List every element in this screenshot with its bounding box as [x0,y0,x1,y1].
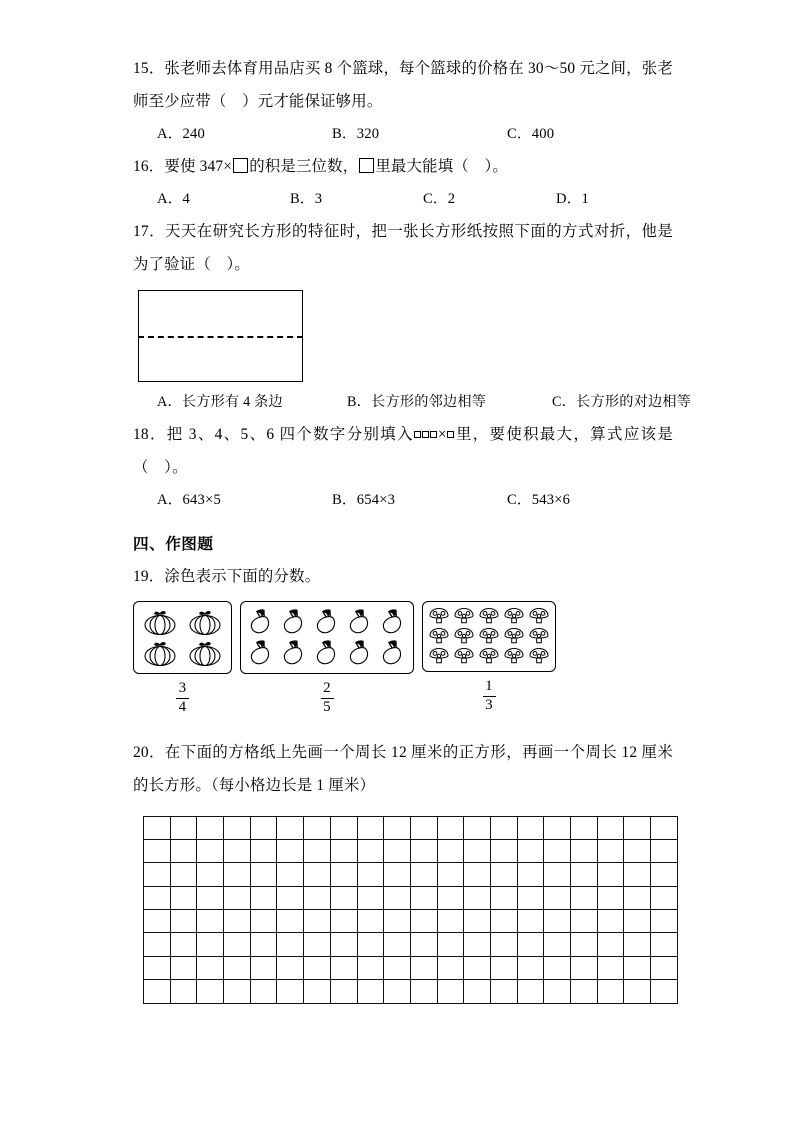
section-heading: 四、作图题 [133,536,214,553]
mushroom-cell[interactable] [477,607,501,626]
grid-cell[interactable] [651,840,678,863]
grid-cell[interactable] [251,933,278,956]
grid-cell[interactable] [598,910,625,933]
question-18-text-part1: 18．把 3、4、5、6 四个数字分别填入 [133,426,414,443]
grid-cell[interactable] [411,887,438,910]
answer-box-icon[interactable] [422,431,429,438]
grid-cell[interactable] [144,910,171,933]
answer-box-icon[interactable] [430,431,437,438]
grid-cell[interactable] [277,957,304,980]
option-b[interactable]: B．3 [290,191,323,207]
fold-dashed-line-icon [138,336,303,338]
grid-cell[interactable] [571,887,598,910]
grid-cell[interactable] [571,933,598,956]
worksheet-content [133,52,692,1004]
grid-cell[interactable] [598,957,625,980]
mushroom-box[interactable] [422,601,556,672]
grid-cell[interactable] [491,910,518,933]
grid-cell[interactable] [518,887,545,910]
grid-cell[interactable] [571,980,598,1003]
grid-cell[interactable] [224,980,251,1003]
mushroom-icon [453,607,475,626]
grid-cell[interactable] [598,863,625,886]
eggplant-cell[interactable] [278,607,310,637]
option-a[interactable]: A．长方形有 4 条边 [157,394,283,410]
grid-cell[interactable] [464,863,491,886]
grid-cell[interactable] [224,887,251,910]
grid-cell[interactable] [197,980,224,1003]
grid-cell[interactable] [384,840,411,863]
eggplant-cell[interactable] [344,638,376,668]
grid-cell[interactable] [251,957,278,980]
pumpkin-cell[interactable] [138,607,182,637]
grid-cell[interactable] [624,980,651,1003]
grid-cell[interactable] [251,887,278,910]
mushroom-icon [428,647,450,666]
grid-cell[interactable] [411,980,438,1003]
grid-cell[interactable] [384,887,411,910]
grid-cell[interactable] [518,840,545,863]
question-16-options [133,183,673,215]
option-b[interactable]: B．长方形的邻边相等 [347,394,487,410]
grid-cell[interactable] [224,863,251,886]
grid-cell[interactable] [598,840,625,863]
grid-cell[interactable] [624,933,651,956]
grid-cell[interactable] [331,840,358,863]
grid-cell[interactable] [464,910,491,933]
grid-cell[interactable] [491,933,518,956]
grid-cell[interactable] [144,863,171,886]
grid-cell[interactable] [544,817,571,840]
grid-cell[interactable] [358,957,385,980]
grid-cell[interactable] [144,840,171,863]
mushroom-cell[interactable] [427,607,451,626]
grid-cell[interactable] [304,863,331,886]
grid-cell[interactable] [224,817,251,840]
grid-cell[interactable] [598,980,625,1003]
grid-cell[interactable] [464,957,491,980]
grid-cell[interactable] [251,980,278,1003]
grid-cell[interactable] [464,933,491,956]
grid-cell[interactable] [411,840,438,863]
option-b[interactable]: B．320 [332,126,380,142]
grid-cell[interactable] [411,957,438,980]
eggplant-cell[interactable] [311,638,343,668]
grid-cell[interactable] [651,933,678,956]
grid-cell[interactable] [518,957,545,980]
grid-cell[interactable] [197,910,224,933]
eggplant-cell[interactable] [344,607,376,637]
eggplant-icon [248,607,275,637]
grid-cell[interactable] [304,910,331,933]
grid-cell[interactable] [358,817,385,840]
question-17 [133,215,692,418]
rectangle-fold-figure [138,290,303,382]
grid-cell[interactable] [304,957,331,980]
grid-cell[interactable] [144,817,171,840]
question-15 [133,52,673,150]
grid-cell[interactable] [171,957,198,980]
grid-cell[interactable] [651,910,678,933]
mushroom-icon [453,627,475,646]
grid-cell[interactable] [624,957,651,980]
grid-cell[interactable] [358,863,385,886]
question-17-text: 17．天天在研究长方形的特征时，把一张长方形纸按照下面的方式对折，他是为了验证（ ）。 [133,223,673,273]
grid-cell[interactable] [651,887,678,910]
question-16 [133,150,673,215]
pumpkin-icon [186,607,224,637]
question-19 [133,560,673,716]
eggplant-group [240,601,414,716]
grid-cell[interactable] [411,817,438,840]
eggplant-icon [347,638,374,668]
mushroom-cell[interactable] [427,647,451,666]
grid-cell[interactable] [544,933,571,956]
fraction-two-fifths [321,681,334,716]
eggplant-icon [380,607,407,637]
option-a[interactable]: A．4 [157,191,191,207]
grid-cell[interactable] [144,933,171,956]
option-b[interactable]: B．654×3 [332,492,396,508]
fraction-numerator: 1 [485,678,493,694]
grid-cell[interactable] [304,980,331,1003]
grid-cell[interactable] [651,980,678,1003]
answer-box-icon[interactable] [233,158,248,173]
mushroom-icon [528,607,550,626]
eggplant-icon [314,607,341,637]
grid-cell[interactable] [358,840,385,863]
option-c[interactable]: C．543×6 [507,492,571,508]
grid-cell[interactable] [384,933,411,956]
grid-cell[interactable] [384,910,411,933]
grid-cell[interactable] [438,957,465,980]
grid-cell[interactable] [438,980,465,1003]
mushroom-cell[interactable] [502,647,526,666]
eggplant-cell[interactable] [245,638,277,668]
eggplant-cell[interactable] [311,607,343,637]
grid-cell[interactable] [331,863,358,886]
grid-cell[interactable] [384,817,411,840]
grid-cell[interactable] [624,817,651,840]
eggplant-cell[interactable] [377,638,409,668]
grid-cell[interactable] [384,957,411,980]
grid-cell[interactable] [544,980,571,1003]
question-18-text [133,418,673,484]
grid-cell[interactable] [544,887,571,910]
option-a[interactable]: A．643×5 [157,492,221,508]
fraction-one-third [483,679,496,714]
grid-cell[interactable] [384,980,411,1003]
grid-cell[interactable] [197,933,224,956]
grid-cell[interactable] [438,887,465,910]
grid-cell[interactable] [171,980,198,1003]
grid-cell[interactable] [224,957,251,980]
question-18-options [133,484,673,516]
grid-cell[interactable] [518,863,545,886]
question-17-options [133,386,692,418]
grid-cell[interactable] [197,957,224,980]
grid-cell[interactable] [331,980,358,1003]
grid-cell[interactable] [331,910,358,933]
grid-cell[interactable] [491,980,518,1003]
question-19-text: 19．涂色表示下面的分数。 [133,568,321,585]
mushroom-cell[interactable] [502,627,526,646]
grid-cell[interactable] [304,840,331,863]
grid-cell[interactable] [358,910,385,933]
grid-cell[interactable] [171,933,198,956]
grid-cell[interactable] [464,817,491,840]
grid-cell[interactable] [358,887,385,910]
grid-cell[interactable] [331,817,358,840]
eggplant-icon [248,638,275,668]
grid-cell[interactable] [651,957,678,980]
fraction-denominator: 5 [321,698,334,716]
grid-cell[interactable] [598,817,625,840]
mushroom-cell[interactable] [527,607,551,626]
grid-cell[interactable] [598,933,625,956]
grid-cell[interactable] [518,817,545,840]
grid-paper[interactable] [143,816,678,1004]
grid-cell[interactable] [358,980,385,1003]
mushroom-cell[interactable] [477,647,501,666]
answer-box-icon[interactable] [414,431,421,438]
grid-cell[interactable] [277,840,304,863]
answer-box-icon[interactable] [447,431,454,438]
question-16-text [133,150,673,183]
grid-cell[interactable] [144,887,171,910]
pumpkin-group [133,601,232,716]
grid-cell[interactable] [438,933,465,956]
grid-cell[interactable] [571,957,598,980]
grid-cell[interactable] [544,957,571,980]
grid-cell[interactable] [277,980,304,1003]
grid-cell[interactable] [277,863,304,886]
grid-cell[interactable] [464,840,491,863]
grid-cell[interactable] [171,887,198,910]
grid-cell[interactable] [598,887,625,910]
grid-cell[interactable] [411,933,438,956]
mushroom-cell[interactable] [527,627,551,646]
grid-cell[interactable] [251,863,278,886]
grid-cell[interactable] [197,840,224,863]
grid-cell[interactable] [197,863,224,886]
grid-cell[interactable] [277,817,304,840]
eggplant-box[interactable] [240,601,414,674]
grid-cell[interactable] [571,840,598,863]
mushroom-icon [478,627,500,646]
grid-cell[interactable] [624,840,651,863]
grid-cell[interactable] [171,840,198,863]
option-c[interactable]: C．长方形的对边相等 [552,394,692,410]
option-c[interactable]: C．400 [507,126,555,142]
grid-cell[interactable] [171,817,198,840]
grid-cell[interactable] [224,910,251,933]
grid-cell[interactable] [197,817,224,840]
grid-cell[interactable] [651,817,678,840]
pumpkin-cell[interactable] [138,638,182,668]
pumpkin-cell[interactable] [183,638,227,668]
fraction-three-fourths [176,681,189,716]
grid-cell[interactable] [464,980,491,1003]
eggplant-icon [314,638,341,668]
pumpkin-box[interactable] [133,601,232,674]
eggplant-icon [347,607,374,637]
grid-cell[interactable] [491,957,518,980]
pumpkin-cell[interactable] [183,607,227,637]
mushroom-icon [503,627,525,646]
mushroom-cell[interactable] [477,627,501,646]
grid-cell[interactable] [331,933,358,956]
grid-cell[interactable] [438,863,465,886]
grid-cell[interactable] [491,863,518,886]
option-a[interactable]: A．240 [157,126,206,142]
mushroom-cell[interactable] [502,607,526,626]
pumpkin-icon [141,638,179,668]
grid-cell[interactable] [464,887,491,910]
multiply-sign: × [437,426,447,443]
grid-cell[interactable] [544,910,571,933]
grid-cell[interactable] [277,933,304,956]
mushroom-icon [528,627,550,646]
grid-cell[interactable] [384,863,411,886]
grid-cell[interactable] [518,910,545,933]
grid-cell[interactable] [304,887,331,910]
grid-cell[interactable] [544,840,571,863]
grid-cell[interactable] [438,817,465,840]
fraction-denominator: 4 [176,698,189,716]
grid-cell[interactable] [144,980,171,1003]
grid-cell[interactable] [277,910,304,933]
grid-cell[interactable] [251,910,278,933]
grid-cell[interactable] [224,933,251,956]
grid-cell[interactable] [411,863,438,886]
question-20-text: 20．在下面的方格纸上先画一个周长 12 厘米的正方形，再画一个周长 12 厘米的长方形。（每小格边长是 1 厘米） [133,743,673,794]
mushroom-cell[interactable] [427,627,451,646]
pumpkin-icon [186,638,224,668]
grid-cell[interactable] [571,910,598,933]
grid-cell[interactable] [491,840,518,863]
answer-box-icon[interactable] [359,158,374,173]
mushroom-icon [478,647,500,666]
question-16-text-part2: 的积是三位数， [249,158,359,175]
question-18-text-part2: 里，要使积最大，算式应该是（ ）。 [133,426,673,476]
eggplant-icon [380,638,407,668]
grid-cell[interactable] [224,840,251,863]
grid-cell[interactable] [624,887,651,910]
grid-cell[interactable] [171,863,198,886]
grid-cell[interactable] [251,840,278,863]
mushroom-group [422,601,556,714]
question-16-text-part1: 16．要使 347× [133,158,233,175]
grid-cell[interactable] [144,957,171,980]
grid-cell[interactable] [251,817,278,840]
grid-cell[interactable] [491,887,518,910]
option-d[interactable]: D．1 [556,191,590,207]
grid-cell[interactable] [304,817,331,840]
grid-cell[interactable] [277,887,304,910]
grid-cell[interactable] [491,817,518,840]
fraction-denominator: 3 [483,696,496,714]
question-16-text-part3: 里最大能填（ ）。 [375,158,508,175]
grid-cell[interactable] [411,910,438,933]
eggplant-cell[interactable] [245,607,277,637]
grid-cell[interactable] [197,887,224,910]
mushroom-cell[interactable] [452,607,476,626]
grid-cell[interactable] [571,863,598,886]
mushroom-icon [503,607,525,626]
option-c[interactable]: C．2 [423,191,456,207]
mushroom-cell[interactable] [452,647,476,666]
grid-cell[interactable] [331,887,358,910]
grid-cell[interactable] [358,933,385,956]
fraction-numerator: 2 [323,680,331,696]
grid-cell[interactable] [571,817,598,840]
question-15-options [133,118,673,150]
grid-cell[interactable] [544,863,571,886]
pumpkin-icon [141,607,179,637]
fraction-picture-row [133,601,673,716]
eggplant-cell[interactable] [278,638,310,668]
grid-cell[interactable] [624,910,651,933]
grid-cell[interactable] [624,863,651,886]
question-20 [133,736,673,1004]
mushroom-icon [503,647,525,666]
grid-cell[interactable] [518,980,545,1003]
fraction-numerator: 3 [178,680,187,696]
grid-cell[interactable] [171,910,198,933]
grid-cell[interactable] [438,840,465,863]
question-15-text: 15．张老师去体育用品店买 8 个篮球，每个篮球的价格在 30～50 元之间，张老师至少应带（ ）元才能保证够用。 [133,60,673,110]
mushroom-icon [428,607,450,626]
grid-cell[interactable] [331,957,358,980]
mushroom-icon [453,647,475,666]
eggplant-icon [281,638,308,668]
eggplant-icon [281,607,308,637]
mushroom-icon [478,607,500,626]
grid-cell[interactable] [304,933,331,956]
mushroom-icon [528,647,550,666]
question-18 [133,418,673,516]
grid-cell[interactable] [651,863,678,886]
eggplant-cell[interactable] [377,607,409,637]
mushroom-icon [428,627,450,646]
mushroom-cell[interactable] [527,647,551,666]
mushroom-cell[interactable] [452,627,476,646]
grid-cell[interactable] [438,910,465,933]
grid-cell[interactable] [518,933,545,956]
